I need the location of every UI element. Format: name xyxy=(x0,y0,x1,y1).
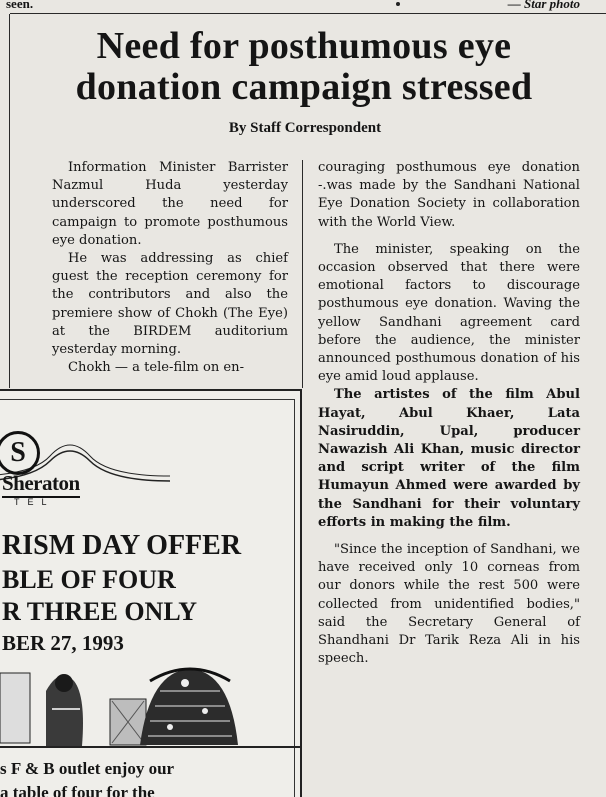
paragraph: He was addressing as chief guest the reception ceremony for the contributors and also the premiere show of Chokh (The Eye) at the BIRDEM auditorium yesterday morning. xyxy=(52,251,288,358)
paragraph: The artistes of the film Abul Hayat, Abul Khaer, Lata Nasiruddin, Upal, producer Nawazish Ali Khan, music director and script writer of the film Humayun Ahmed were awarded by the Sandhani for their voluntary efforts in making the film. xyxy=(318,387,580,530)
brand-name: Sheraton xyxy=(2,471,80,498)
decorative-illustration-icon xyxy=(0,661,300,751)
column-rule-left xyxy=(9,14,10,388)
top-strip xyxy=(0,0,606,12)
headline-line-1: Need for posthumous eye xyxy=(96,25,512,67)
hotel-advertisement xyxy=(0,389,302,797)
paragraph: "Since the inception of Sandhani, we have received only 10 corneas from our donors while the rest 500 were collected from unidentified bodies," said the Secretary General of Shandhani Dr Tarik Reza Ali in his speech. xyxy=(318,542,580,667)
ink-dot xyxy=(396,2,400,6)
offer-line-3: R THREE ONLY xyxy=(2,597,198,626)
offer-date: BER 27, 1993 xyxy=(2,631,124,655)
photo-credit: — Star photo xyxy=(507,0,580,11)
top-rule xyxy=(10,13,606,14)
paragraph: Chokh — a tele-film on en- xyxy=(68,360,245,376)
paragraph: Information Minister Barrister Nazmul Huda yesterday underscored the need for campaign to promote posthumous eye donation. xyxy=(52,160,288,248)
headline-line-2: donation campaign stressed xyxy=(75,66,533,108)
offer-line-1: RISM DAY OFFER xyxy=(2,530,242,561)
column-rule-middle xyxy=(302,160,303,388)
ad-footer-line-2: a table of four for the xyxy=(0,783,155,797)
paragraph: couraging posthumous eye donation -.was made by the Sandhani National Eye Donation Society in collaboration with the World View. xyxy=(318,160,580,230)
sheraton-logo-icon: S xyxy=(0,431,40,475)
headline xyxy=(24,26,584,108)
paragraph: The minister, speaking on the occasion observed that there were emotional factors to discourage posthumous eye donation. Waving the yellow Sandhani agreement card before the audience, the minister announced posthumous donation of his eye amid loud applause. xyxy=(318,241,580,385)
article-column-2 xyxy=(318,159,580,668)
previous-caption-fragment: seen. xyxy=(6,0,34,11)
brand-subtitle: TEL xyxy=(14,497,55,507)
offer-line-2: BLE OF FOUR xyxy=(2,565,176,594)
article-column-1 xyxy=(52,159,288,377)
ad-footer-line-1: s F & B outlet enjoy our xyxy=(0,759,175,778)
byline: By Staff Correspondent xyxy=(228,120,382,136)
